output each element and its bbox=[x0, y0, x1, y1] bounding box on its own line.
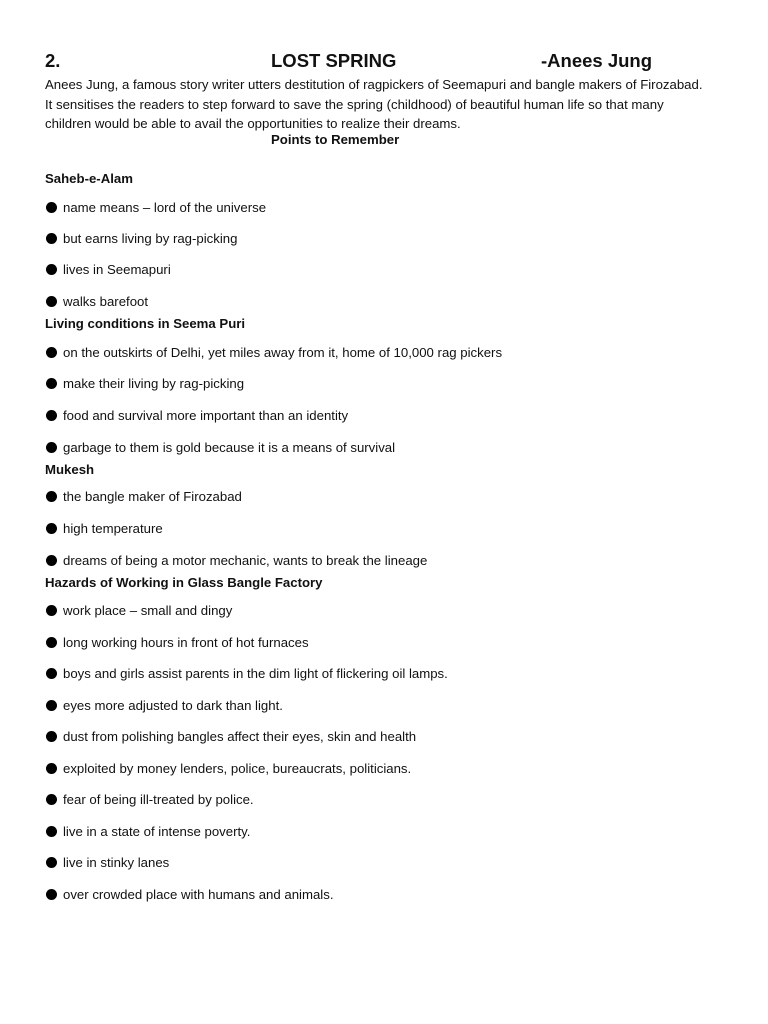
bullet-dot bbox=[46, 202, 57, 213]
bullet-text: high temperature bbox=[63, 521, 163, 536]
chapter-author: -Anees Jung bbox=[541, 50, 653, 71]
section-heading: Hazards of Working in Glass Bangle Factory bbox=[45, 575, 323, 590]
bullet-text: over crowded place with humans and animals. bbox=[63, 887, 334, 902]
bullet-text: exploited by money lenders, police, bureaucrats, politicians. bbox=[63, 761, 412, 776]
section-heading: Saheb-e-Alam bbox=[45, 171, 133, 186]
bullet-dot bbox=[46, 410, 57, 421]
bullet-text: live in stinky lanes bbox=[63, 855, 170, 870]
document-heading bbox=[45, 50, 735, 74]
bullet-dot bbox=[46, 794, 57, 805]
chapter-number: 2. bbox=[45, 50, 61, 71]
bullet-dot bbox=[46, 668, 57, 679]
section-heading: Living conditions in Seema Puri bbox=[45, 316, 246, 331]
bullet-text: long working hours in front of hot furnaces bbox=[63, 635, 309, 650]
bullet-dot bbox=[46, 605, 57, 616]
bullet-text: garbage to them is gold because it is a means of survival bbox=[63, 440, 396, 455]
bullet-text: the bangle maker of Firozabad bbox=[63, 489, 242, 504]
bullet-dot bbox=[46, 826, 57, 837]
bullet-dot bbox=[46, 700, 57, 711]
bullet-dot bbox=[46, 555, 57, 566]
points-heading: Points to Remember bbox=[271, 132, 400, 147]
bullet-dot bbox=[46, 523, 57, 534]
bullet-dot bbox=[46, 296, 57, 307]
bullet-text: name means – lord of the universe bbox=[63, 200, 267, 215]
bullet-text: fear of being ill-treated by police. bbox=[63, 792, 254, 807]
bullet-dot bbox=[46, 857, 57, 868]
bullet-dot bbox=[46, 347, 57, 358]
bullet-dot bbox=[46, 731, 57, 742]
bullet-text: but earns living by rag-picking bbox=[63, 231, 238, 246]
bullet-dot bbox=[46, 491, 57, 502]
bullet-text: lives in Seemapuri bbox=[63, 262, 171, 277]
bullet-dot bbox=[46, 763, 57, 774]
bullet-dot bbox=[46, 889, 57, 900]
bullet-dot bbox=[46, 233, 57, 244]
bullet-text: live in a state of intense poverty. bbox=[63, 824, 251, 839]
intro-paragraph: Anees Jung, a famous story writer utters destitution of ragpickers of Seemapuri and bangle makers of Firozabad. It sensitises the readers to step forward to save the spring (childhood) of beautiful human life so that many children would be able to avail the opportunities to realize their dreams. bbox=[45, 77, 703, 131]
bullet-text: make their living by rag-picking bbox=[63, 376, 245, 391]
bullet-text: eyes more adjusted to dark than light. bbox=[63, 698, 283, 713]
section-heading: Mukesh bbox=[45, 462, 95, 477]
bullet-text: on the outskirts of Delhi, yet miles away from it, home of 10,000 rag pickers bbox=[63, 345, 503, 360]
bullet-text: food and survival more important than an identity bbox=[63, 408, 349, 423]
bullet-text: boys and girls assist parents in the dim light of flickering oil lamps. bbox=[63, 666, 448, 681]
bullet-text: dreams of being a motor mechanic, wants to break the lineage bbox=[63, 553, 428, 568]
bullet-text: work place – small and dingy bbox=[63, 603, 233, 618]
bullet-text: walks barefoot bbox=[63, 294, 149, 309]
bullet-dot bbox=[46, 264, 57, 275]
bullet-dot bbox=[46, 637, 57, 648]
bullet-dot bbox=[46, 442, 57, 453]
chapter-title: LOST SPRING bbox=[271, 50, 397, 71]
bullet-text: dust from polishing bangles affect their eyes, skin and health bbox=[63, 729, 417, 744]
bullet-dot bbox=[46, 378, 57, 389]
